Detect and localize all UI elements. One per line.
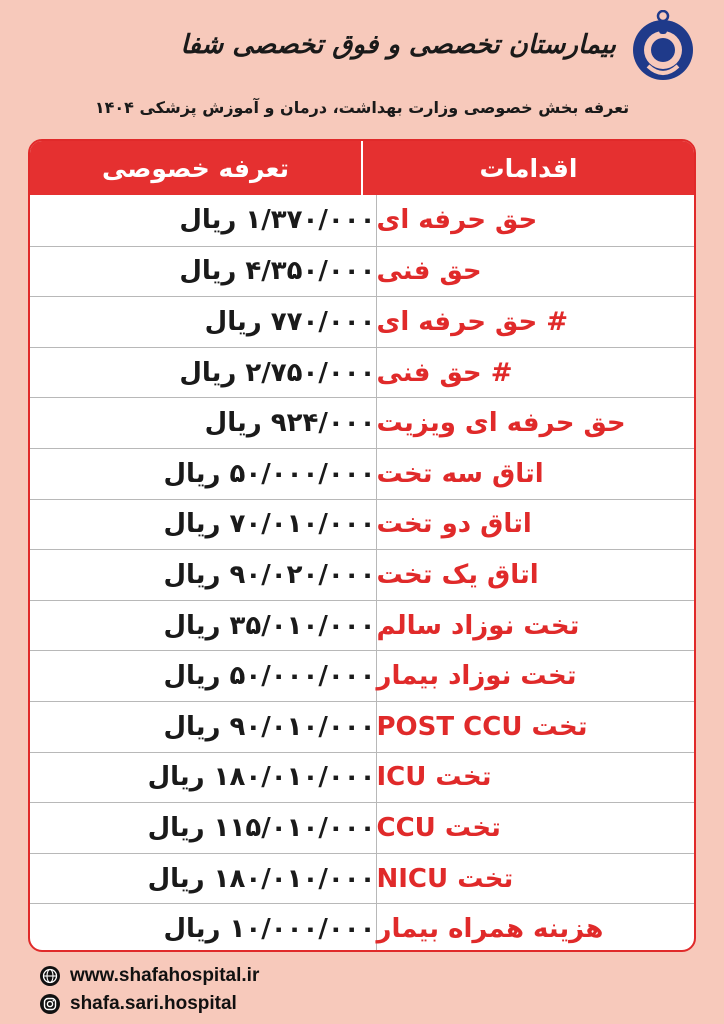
action-label: # حق فنی — [376, 357, 513, 388]
action-cell — [376, 195, 695, 246]
price-cell: ۱۰/۰۰۰/۰۰۰ ریال — [163, 914, 376, 945]
instagram-handle[interactable]: shafa.sari.hospital — [70, 993, 237, 1014]
tariff-table — [28, 139, 696, 952]
action-label: تخت نوزاد بیمار — [376, 661, 577, 692]
price-cell: ۱/۳۷۰/۰۰۰ ریال — [179, 205, 376, 236]
price-cell: ۵۰/۰۰۰/۰۰۰ ریال — [163, 458, 376, 489]
action-cell — [376, 449, 695, 499]
table-row — [30, 296, 694, 347]
action-label: حق فنی — [376, 256, 482, 287]
table-row — [30, 448, 694, 499]
action-label: هزینه همراه بیمار — [376, 914, 604, 945]
action-label: حق حرفه ای — [376, 205, 538, 236]
price-cell: ۹۰/۰۲۰/۰۰۰ ریال — [163, 559, 376, 590]
table-body — [30, 195, 694, 952]
price-cell: ۹۰/۰۱۰/۰۰۰ ریال — [163, 711, 376, 742]
table-row — [30, 752, 694, 803]
table-row — [30, 903, 694, 952]
action-cell — [376, 854, 695, 904]
price-cell: ۱۸۰/۰۱۰/۰۰۰ ریال — [147, 863, 376, 894]
instagram-icon — [40, 994, 60, 1014]
table-row — [30, 246, 694, 297]
table-row — [30, 347, 694, 398]
action-cell — [376, 753, 695, 803]
instagram-line[interactable] — [40, 990, 259, 1018]
action-cell — [376, 803, 695, 853]
column-header-price: تعرفه خصوصی — [101, 153, 290, 183]
action-label: اتاق سه تخت — [376, 458, 544, 489]
price-cell: ۴/۳۵۰/۰۰۰ ریال — [179, 256, 376, 287]
column-header-actions: اقدامات — [361, 141, 694, 195]
action-cell — [376, 702, 695, 752]
hospital-logo-icon — [630, 10, 696, 82]
table-row — [30, 853, 694, 904]
action-cell — [376, 247, 695, 297]
action-label: اتاق دو تخت — [376, 509, 532, 540]
globe-icon — [40, 966, 60, 986]
price-cell: ۳۵/۰۱۰/۰۰۰ ریال — [163, 610, 376, 641]
action-cell — [376, 904, 695, 952]
table-row — [30, 195, 694, 246]
table-row — [30, 397, 694, 448]
price-cell: ۷۷۰/۰۰۰ ریال — [204, 306, 376, 337]
action-cell — [376, 398, 695, 448]
price-cell: ۲/۷۵۰/۰۰۰ ریال — [179, 357, 376, 388]
action-label: تخت نوزاد سالم — [376, 610, 580, 641]
table-row — [30, 499, 694, 550]
action-label: اتاق یک تخت — [376, 559, 539, 590]
action-label: تخت POST CCU — [376, 711, 588, 742]
action-cell — [376, 651, 695, 701]
table-row — [30, 701, 694, 752]
action-label: حق حرفه ای ویزیت — [376, 408, 626, 439]
price-cell: ۵۰/۰۰۰/۰۰۰ ریال — [163, 661, 376, 692]
action-cell — [376, 297, 695, 347]
table-row — [30, 650, 694, 701]
action-label: # حق حرفه ای — [376, 306, 569, 337]
table-row — [30, 802, 694, 853]
action-cell — [376, 348, 695, 398]
footer — [40, 962, 259, 1018]
website-link[interactable]: www.shafahospital.ir — [70, 965, 260, 986]
action-cell — [376, 601, 695, 651]
price-cell: ۷۰/۰۱۰/۰۰۰ ریال — [163, 509, 376, 540]
price-cell: ۱۱۵/۰۱۰/۰۰۰ ریال — [147, 812, 376, 843]
action-label: تخت ICU — [376, 762, 492, 793]
action-cell — [376, 550, 695, 600]
table-header — [30, 141, 694, 195]
table-row — [30, 549, 694, 600]
hospital-name: بیمارستان تخصصی و فوق تخصصی شفا — [180, 30, 616, 60]
website-line[interactable] — [40, 962, 259, 990]
action-label: تخت NICU — [376, 863, 514, 894]
price-cell: ۱۸۰/۰۱۰/۰۰۰ ریال — [147, 762, 376, 793]
tariff-subtitle: تعرفه بخش خصوصی وزارت بهداشت، درمان و آموزش پزشکی ۱۴۰۴ — [94, 98, 630, 117]
header — [0, 0, 724, 130]
action-label: تخت CCU — [376, 812, 501, 843]
action-cell — [376, 500, 695, 550]
table-row — [30, 600, 694, 651]
price-cell: ۹۲۴/۰۰۰ ریال — [204, 408, 376, 439]
